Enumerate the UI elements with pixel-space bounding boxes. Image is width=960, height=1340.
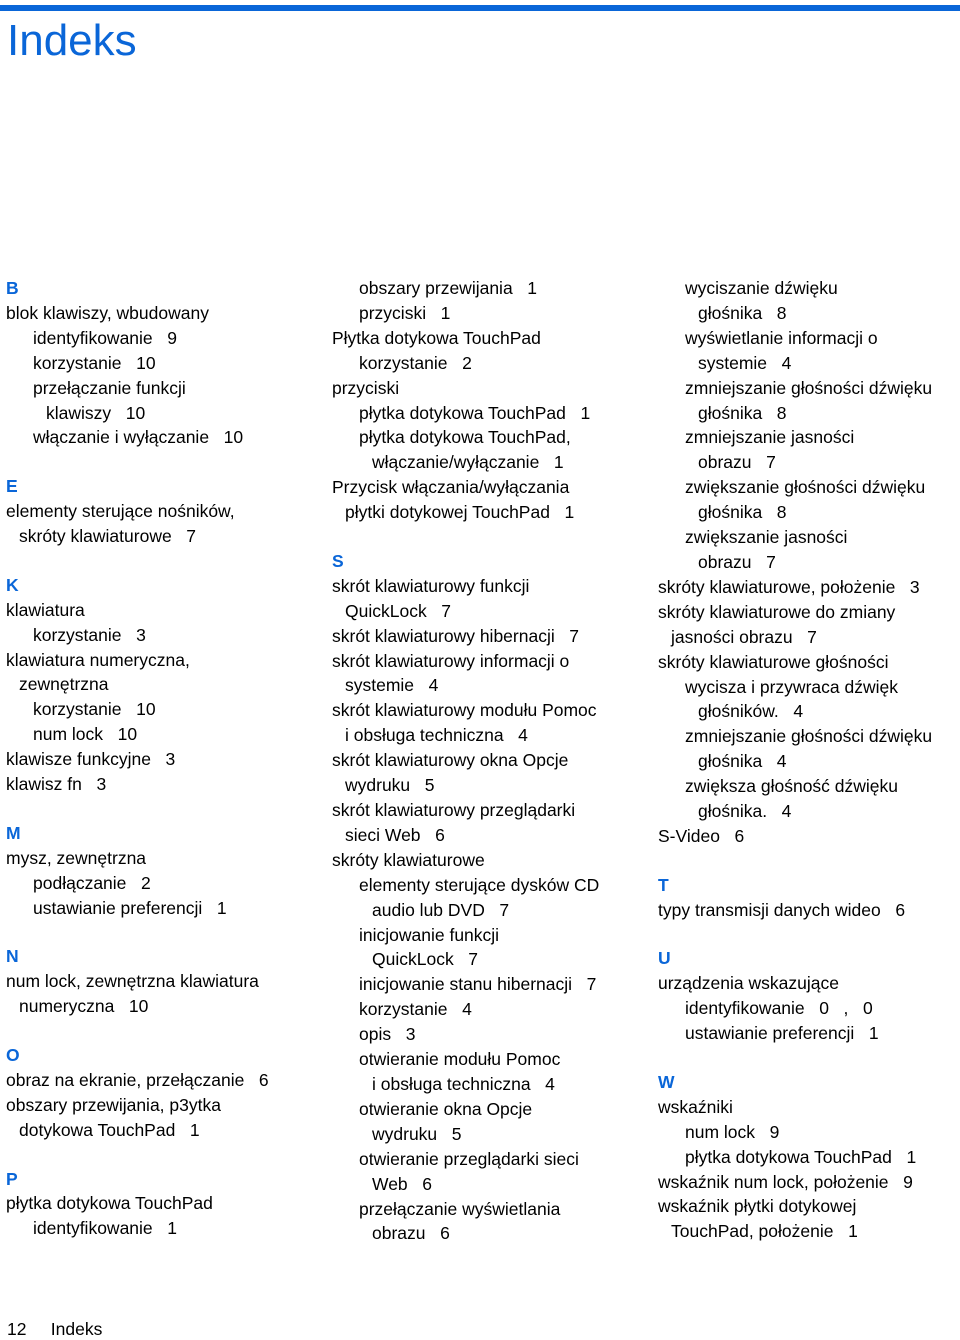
section-letter: O [6, 1045, 20, 1066]
index-entry: płytki dotykowej TouchPad 1 [345, 502, 575, 523]
index-entry: Płytka dotykowa TouchPad [332, 327, 541, 348]
index-column-1 [6, 276, 316, 1241]
header-rule [0, 5, 960, 11]
index-entry: korzystanie 2 [359, 352, 472, 373]
index-entry: głośnika 8 [698, 302, 787, 323]
index-entry: płytka dotykowa TouchPad [6, 1193, 213, 1214]
page-title: Indeks [7, 16, 137, 65]
index-entry: zmniejszanie jasności [685, 427, 855, 448]
section-spacer [6, 1143, 316, 1167]
section-spacer [6, 450, 316, 474]
index-entry: elementy sterujące nośników, [6, 501, 235, 522]
section-letter: S [332, 550, 344, 571]
index-entry: num lock 9 [685, 1121, 780, 1142]
index-entry: głośników. 4 [698, 701, 804, 722]
index-entry: głośnika 8 [698, 402, 787, 423]
index-entry: skróty klawiaturowe, położenie 3 [658, 576, 920, 597]
index-entry: płytka dotykowa TouchPad 1 [685, 1146, 917, 1167]
index-entry: skrót klawiaturowy modułu Pomoc [332, 700, 597, 721]
index-entry: skróty klawiaturowe do zmiany [658, 601, 896, 622]
section-letter: U [658, 948, 671, 969]
section-spacer [332, 525, 642, 549]
section-spacer [6, 549, 316, 573]
index-entry: otwieranie okna Opcje [359, 1098, 533, 1119]
footer-label: Indeks [50, 1319, 103, 1339]
index-entry: num lock 10 [33, 724, 138, 745]
index-entry: wydruku 5 [345, 775, 435, 796]
index-entry: klawiszy 10 [46, 402, 146, 423]
index-entry: klawisze funkcyjne 3 [6, 749, 176, 770]
index-entry: zwiększanie głośności dźwięku [685, 477, 926, 498]
index-entry: wycisza i przywraca dźwięk [685, 676, 898, 697]
index-entry: Web 6 [372, 1173, 432, 1194]
index-entry: identyfikowanie 1 [33, 1218, 177, 1239]
page-footer [7, 1318, 102, 1340]
index-entry: identyfikowanie 0 , 0 [685, 998, 873, 1019]
index-entry: głośnika 4 [698, 751, 787, 772]
index-entry: przyciski 1 [359, 302, 451, 323]
index-entry: blok klawiszy, wbudowany [6, 302, 209, 323]
section-spacer [6, 921, 316, 945]
index-entry: elementy sterujące dysków CD [359, 874, 600, 895]
index-entry: urządzenia wskazujące [658, 973, 839, 994]
index-entry: skrót klawiaturowy przeglądarki [332, 800, 576, 821]
section-letter: P [6, 1168, 18, 1189]
section-spacer [658, 849, 958, 873]
index-entry: inicjowanie stanu hibernacji 7 [359, 974, 597, 995]
index-entry: głośnika 8 [698, 502, 787, 523]
index-entry: skróty klawiaturowe [332, 849, 485, 870]
index-column-2 [332, 276, 642, 1246]
index-entry: przełączanie funkcji [33, 377, 186, 398]
section-letter: B [6, 278, 19, 298]
page-number: 12 [7, 1319, 27, 1339]
index-entry: dotykowa TouchPad 1 [19, 1119, 200, 1140]
index-column-3 [658, 276, 958, 1244]
index-entry: i obsługa techniczna 4 [372, 1073, 555, 1094]
index-entry: klawiatura [6, 599, 85, 620]
index-entry: wyświetlanie informacji o [685, 327, 878, 348]
index-entry: inicjowanie funkcji [359, 924, 500, 945]
index-entry: korzystanie 10 [33, 699, 156, 720]
index-entry: identyfikowanie 9 [33, 327, 177, 348]
index-entry: obszary przewijania, p3ytka [6, 1094, 221, 1115]
index-entry: płytka dotykowa TouchPad 1 [359, 402, 591, 423]
index-entry: włączanie/wyłączanie 1 [372, 452, 564, 473]
index-entry: płytka dotykowa TouchPad, [359, 427, 571, 448]
index-entry: korzystanie 3 [33, 624, 146, 645]
index-entry: skrót klawiaturowy okna Opcje [332, 750, 569, 771]
section-letter: W [658, 1071, 675, 1092]
index-entry: zewnętrzna [19, 674, 109, 695]
section-spacer [6, 797, 316, 821]
section-spacer [658, 923, 958, 947]
index-entry: wskaźnik płytki dotykowej [658, 1196, 857, 1217]
index-entry: jasności obrazu 7 [671, 626, 817, 647]
index-entry: i obsługa techniczna 4 [345, 725, 528, 746]
index-entry: wskaźniki [658, 1096, 733, 1117]
index-entry: włączanie i wyłączanie 10 [33, 427, 244, 448]
index-entry: Przycisk włączania/wyłączania [332, 477, 570, 498]
index-entry: S-Video 6 [658, 825, 745, 846]
index-entry: obrazu 7 [698, 452, 776, 473]
index-entry: QuickLock 7 [345, 600, 452, 621]
index-entry: skrót klawiaturowy informacji o [332, 650, 570, 671]
index-entry: sieci Web 6 [345, 824, 445, 845]
index-entry: skrót klawiaturowy funkcji [332, 575, 530, 596]
index-entry: przełączanie wyświetlania [359, 1198, 561, 1219]
index-entry: systemie 4 [698, 352, 792, 373]
index-entry: typy transmisji danych wideo 6 [658, 899, 906, 920]
index-entry: mysz, zewnętrzna [6, 847, 147, 868]
section-letter: M [6, 822, 21, 843]
index-entry: korzystanie 4 [359, 999, 472, 1020]
section-spacer [6, 1019, 316, 1043]
index-entry: klawiatura numeryczna, [6, 649, 190, 670]
index-entry: ustawianie preferencji 1 [685, 1023, 879, 1044]
index-entry: wydruku 5 [372, 1123, 462, 1144]
index-entry: zmniejszanie głośności dźwięku [685, 377, 933, 398]
index-entry: systemie 4 [345, 675, 439, 696]
index-entry: otwieranie modułu Pomoc [359, 1049, 561, 1070]
section-letter: T [658, 874, 669, 895]
section-letter: K [6, 574, 19, 595]
section-letter: N [6, 946, 19, 967]
index-entry: QuickLock 7 [372, 949, 479, 970]
index-entry: otwieranie przeglądarki sieci [359, 1148, 579, 1169]
index-entry: obrazu 6 [372, 1223, 450, 1244]
index-entry: ustawianie preferencji 1 [33, 897, 227, 918]
index-entry: wskaźnik num lock, położenie 9 [658, 1171, 913, 1192]
index-entry: numeryczna 10 [19, 996, 149, 1017]
index-entry: skróty klawiaturowe głośności [658, 651, 889, 672]
index-entry: klawisz fn 3 [6, 774, 107, 795]
index-entry: zwiększa głośność dźwięku [685, 776, 899, 797]
index-entry: wyciszanie dźwięku [685, 278, 838, 298]
index-entry: TouchPad, położenie 1 [671, 1221, 858, 1242]
index-entry: obraz na ekranie, przełączanie 6 [6, 1069, 269, 1090]
index-entry: podłączanie 2 [33, 872, 151, 893]
index-entry: audio lub DVD 7 [372, 899, 510, 920]
index-entry: przyciski [332, 377, 400, 398]
index-entry: korzystanie 10 [33, 352, 156, 373]
index-entry: opis 3 [359, 1024, 416, 1045]
index-entry: num lock, zewnętrzna klawiatura [6, 971, 259, 992]
index-entry: zmniejszanie głośności dźwięku [685, 726, 933, 747]
index-entry: głośnika. 4 [698, 801, 792, 822]
index-entry: skróty klawiaturowe 7 [19, 526, 197, 547]
index-entry: skrót klawiaturowy hibernacji 7 [332, 625, 580, 646]
section-spacer [658, 1046, 958, 1070]
index-entry: obrazu 7 [698, 551, 776, 572]
index-entry: obszary przewijania 1 [359, 278, 537, 298]
section-letter: E [6, 476, 18, 497]
index-entry: zwiększanie jasności [685, 527, 848, 548]
